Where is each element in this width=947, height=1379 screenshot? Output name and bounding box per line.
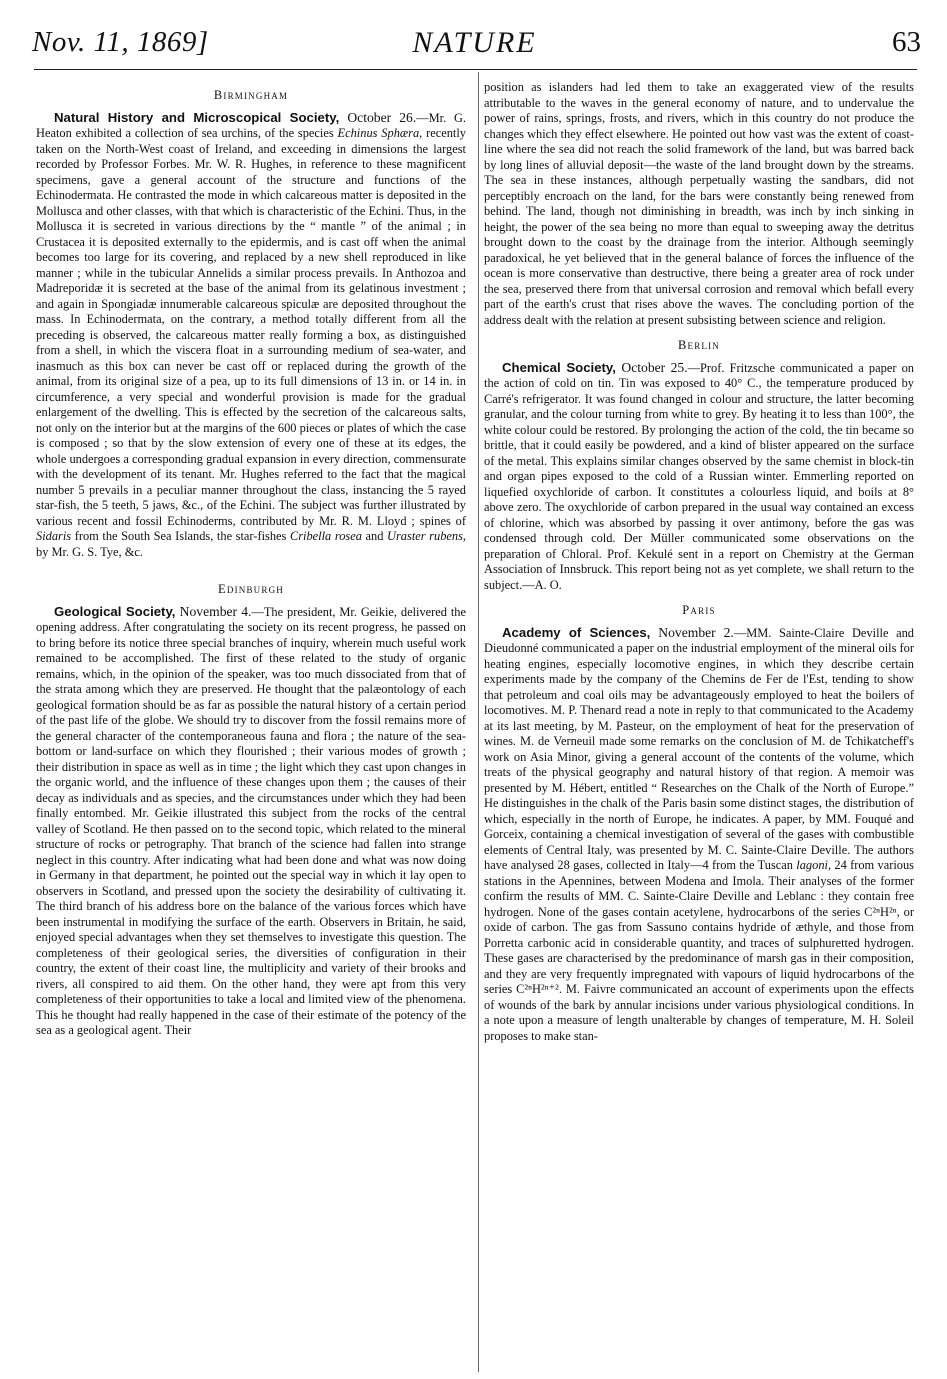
journal-title: NATURE <box>412 26 537 59</box>
report-text: —Mr. G. Heaton exhibited a collection of sea urchins, of the species <box>36 110 466 140</box>
section-heading-birmingham: Birmingham <box>213 88 289 102</box>
left-column <box>36 88 466 1039</box>
species-name: Cribella rosea <box>289 529 362 543</box>
species-name: Echinus Sphæra, <box>337 126 423 140</box>
report-text: from the South Sea Islands, the star-fishes <box>71 529 290 543</box>
society-name: Academy of Sciences, <box>502 624 651 640</box>
section-heading-paris: Paris <box>682 603 716 617</box>
issue-date: Nov. 11, 1869] <box>32 26 209 58</box>
berlin-report <box>484 360 914 594</box>
society-name: Natural History and Microscopical Society, <box>54 109 340 125</box>
birmingham-report <box>36 110 466 561</box>
species-name: Uraster rubens, <box>387 529 467 543</box>
meeting-date: November 2. <box>650 624 734 640</box>
page-number: 63 <box>892 26 921 58</box>
paris-report <box>484 625 914 1045</box>
report-text: —MM. Sainte-Claire Deville and Dieudonné communicated a paper on the industrial employment of the mineral oils for heating engines, especially locomotive engines, in which they describe certain experiments made by the company of the Chemins de Fer de l'Est, tending to show that petroleum and coal oils may be advantageously employed to heat the boilers of locomotives. M. P. Thenard read a note in reply to that communicated to the Academy at its last meeting, by M. Pasteur, on the employment of heat for the preservation of wines. M. de Verneuil made some remarks on the conclusion of M. de Tchikatcheff's work on Asia Minor, giving a general account of the contents of the volume, which treats of the physical geography and natural history of that region. A memoir was presented by M. Hébert, entitled “ Researches on the Chalk of the North of Europe.” He distinguishes in the chalk of the Paris basin some distinct stages, the distribution of which, especially in the north of Europe, he indicates. A paper, by MM. Fouqué and Gorceix, containing a chemical investigation of several of the gases with combustible elements of Central Italy, was presented by M. C. Sainte-Claire Deville. The authors have analysed 28 gases, collected in Italy—4 from the Tuscan <box>484 625 914 872</box>
meeting-date: November 4. <box>175 603 252 619</box>
species-name: Sidaris <box>36 529 72 543</box>
page-header <box>28 26 921 66</box>
section-heading-edinburgh: Edinburgh <box>218 582 284 596</box>
report-text: recently taken on the North-West coast of Ireland, and exceeding in dimensions the largest recorded by Professor Forbes. Mr. W. R. Hughes, in reference to these magnificent specimens, gave a general account of the structure and functions of the Echinodermata. He contrasted the mode in which calcareous matter is deposited in the Mollusca and other classes, with that which is characteristic of the Echini. Thus, in the Mollusca it is secreted in various directions by the “ mantle ” of the animal ; in Crustacea it is deposited externally to the epidermis, and is cast off when the animal becomes too large for its covering, and replaced by a new shell reproduced in like manner ; while in the tubicular Annelids a similar process prevails. In Anthozoa and Madreporidæ it is secreted at the base of the animal from its gelatinous investment ; and again in Spongiadæ innumerable calcareous spiculæ are deposited throughout the mass. In Echinodermata, on the contrary, a method totally different from all the preceding is observed, the calcareous matter really forming a box, as distinguished from a shell, in which the viscera float in a surrounding medium of sea-water, and inasmuch as this box can never be cast off or replaced during the growth of the animal, from its original size of a pea, up to its full dimensions of 13 in. or 14 in. in circumference, a very special and wonderful provision is made for the gradual enlargement of the dwelling. This is effected by the secretion of the calcareous salts, not only on the interior but at the margins of the 600 pieces or plates of which the case is composed ; so that by the slow extension of every one of these at its edges, the whole undergoes a corresponding gradual expansion in every direction, commensurate with the development of its tenant. Mr. Hughes referred to the fact that the magical number 5 prevails in a peculiar manner throughout the class, instancing the 5 rayed star-fish, the 5 teeth, 5 jaws, &c., of the Echini. The subject was further illustrated by various recent and fossil Echinoderms, contributed by Mr. R. M. Lloyd ; spines of <box>36 126 466 528</box>
report-text: 24 from various stations in the Apennines, between Modena and Imola. Their analyses of the former confirm the results of MM. C. Sainte-Claire Deville and Leblanc : they contain free hydrogen. None of the gases contain acetylene, hydrocarbons of the series C²ⁿH²ⁿ, or oxide of carbon. The gas from Sassuno contains hydride of æthyle, and those from Porretta carbonic acid in considerable quantity, and traces of sulphuretted hydrogen. These gases are characterised by the predominance of marsh gas in their composition, and they are very frequently impregnated with vapours of liquid hydrocarbons of the series C²ⁿH²ⁿ⁺². M. Faivre communicated an account of experiments upon the effects of wounds of the bark by annular incisions under various physiological conditions. In a note upon a measure of length unalterable by changes of temperature, M. H. Soleil proposes to make stan- <box>484 858 914 1043</box>
society-name: Geological Society, <box>54 603 176 619</box>
report-text: —Prof. Fritzsche communicated a paper on the action of cold on tin. Tin was exposed to 40° C., the temperature produced by Carré's refrigerator. It was found changed in colour and structure, the latter becoming granular, and the colour turning from white to grey. By heating it to less than 100°, the white colour could be restored. By prolonging the action of the cold, the tin became so brittle, that it could easily be powdered, and a kind of blister appeared on the surface of the metal. This explains similar changes observed by the same chemist in block-tin and organ pipes exposed to the cold of a Russian winter. Emmerling reported on liquefied oxychloride of carbon. It constitutes a colourless liquid, and boils at 8° above zero. The oxychloride of carbon prepared in the usual way contained an excess of chlorine, which was absorbed by passing it over antimony, before the gas was condensed through cold. Der Müller communicated some observations on the preparation of Chloral. Prof. Kekulé sent in a report on Chemistry at the German Association of Innsbruck. This report being not as yet complete, we shall return to the subject.—A. O. <box>484 360 914 592</box>
section-heading-berlin: Berlin <box>677 338 721 352</box>
society-name: Chemical Society, <box>502 359 616 375</box>
italic-term: lagoni, <box>796 858 832 872</box>
edinburgh-report <box>36 604 466 1039</box>
header-rule <box>34 69 917 70</box>
report-text: —The president, Mr. Geikie, delivered the opening address. After congratulating the society on its recent progress, he passed on to bring before its notice three special branches of inquiry, wherein much useful work remained to be accomplished. The first of these related to the study of organic remains, which, in the opinion of the speaker, was too much dissociated from that of the strata among which they are preserved. He thought that the palæontology of each geological formation should be as far as possible the natural history of a certain period of the past life of the globe. We should try to discover from the fossil remains more of the general character of the contemporaneous fauna and flora ; the nature of the sea-bottom or land-surface on which they flourished ; their various modes of growth ; their distribution in space as well as in time ; the light which they cast upon changes in the organic world, and the influence of these changes upon them ; the causes of their decay as individuals and as species, and the circumstances under which they had been finally entombed. Mr. Geikie illustrated this subject from the rocks of the central valley of Scotland. He then passed on to the second topic, which related to the mineral structure of rocks or petrography. That branch of the science had fallen into strange neglect in this country. After indicating what had been done and what was now doing in Germany in that department, he pointed out the special way in which it lay open to observers in Scotland, and pressed upon the society the desirability of cultivating it. The third branch of his address bore on the balance of the various forces which have been instrumental in modifying the surface of the earth. Observers in Britain, he said, enjoyed special advantages when they set themselves to investigate this question. The completeness of their geological series, the diversities of configuration in their country, the extent of their coast line, the multiplicity and variety of their brooks and rivers, all conspired to aid them. On the other hand, they were apt from this very completeness of their opportunities to take a local and limited view of the phenomena. This he thought had really happened in the case of their estimate of the potency of the sea as a geological agent. Their <box>36 604 467 1037</box>
column-divider <box>478 72 479 1372</box>
continued-report: position as islanders had led them to take an exaggerated view of the results attributable to the waves in the general economy of nature, and to undervalue the power of rains, springs, frosts, and rivers, which in this country do not produce the changes which they effect elsewhere. He pointed out how vast was the extent of coast-line where the sea did not reach the solid framework of the land, but was barred back by long lines of alluvial deposit—the waste of the land brought down by the streams. The sea in these instances, although perpetually wasting the sandbars, did not perceptibly encroach on the land, for the bars were constantly being renewed from behind. The land, though not diminishing in breadth, was inch by inch sinking in height, the power of the sea being no more than equal to sweeping away the detritus brought down to the coast by the drainage from the interior. Although seemingly paradoxical, he yet believed that in the general balance of forces the influence of the ocean is more conservative than destructive, there being a greater area of rock under the sea, preserved there from that universal corrosion and removal which befall every part of the earth's crust that rises above the waves. The concluding portion of the address dealt with the relation at present subsisting between science and religion. <box>484 80 914 327</box>
meeting-date: October 26. <box>339 109 417 125</box>
report-text: and <box>361 529 388 543</box>
right-column <box>484 80 914 1044</box>
report-text: by Mr. G. S. Tye, &c. <box>36 544 143 559</box>
meeting-date: October 25. <box>615 359 688 375</box>
